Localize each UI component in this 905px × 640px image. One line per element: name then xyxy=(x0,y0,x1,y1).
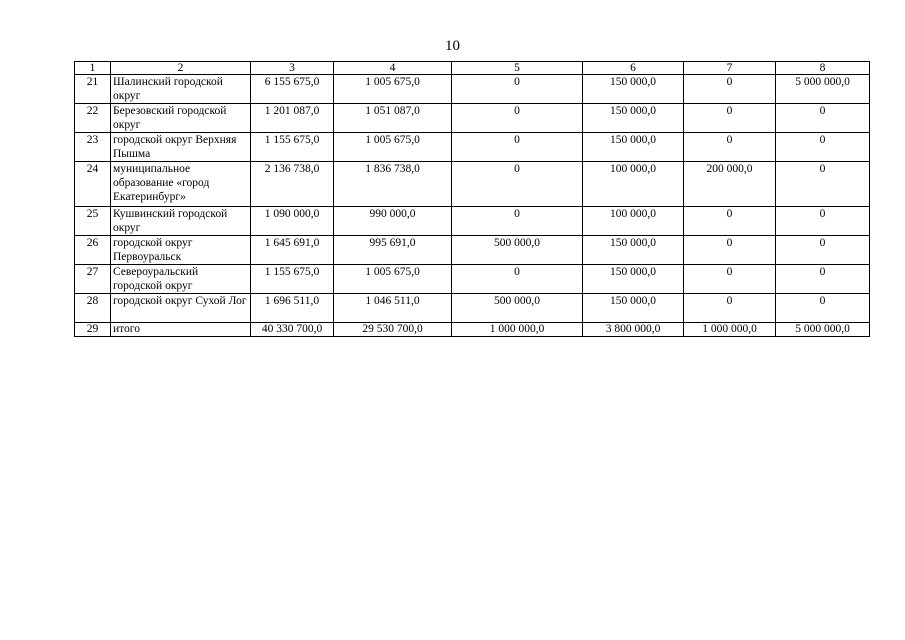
col-8-value: 0 xyxy=(776,236,870,265)
col-5-value: 0 xyxy=(452,162,583,207)
column-header: 3 xyxy=(251,62,334,75)
col-7-value: 0 xyxy=(684,265,776,294)
table-row xyxy=(75,75,870,104)
table-row xyxy=(75,236,870,265)
col-7-value: 0 xyxy=(684,236,776,265)
col-5-value: 0 xyxy=(452,104,583,133)
col-7-value: 0 xyxy=(684,133,776,162)
column-header: 1 xyxy=(75,62,111,75)
col-8-value: 0 xyxy=(776,133,870,162)
col-7-value: 0 xyxy=(684,75,776,104)
col-6-value: 100 000,0 xyxy=(583,207,684,236)
col-8-value: 0 xyxy=(776,265,870,294)
col-4-total: 29 530 700,0 xyxy=(334,323,452,337)
row-number: 29 xyxy=(75,323,111,337)
col-8-value: 0 xyxy=(776,294,870,323)
col-4-value: 990 000,0 xyxy=(334,207,452,236)
municipality-name: Кушвинский городской округ xyxy=(111,207,251,236)
col-5-value: 0 xyxy=(452,207,583,236)
col-6-value: 150 000,0 xyxy=(583,133,684,162)
col-3-value: 1 645 691,0 xyxy=(251,236,334,265)
col-7-value: 0 xyxy=(684,207,776,236)
row-number: 27 xyxy=(75,265,111,294)
row-number: 23 xyxy=(75,133,111,162)
table-row xyxy=(75,265,870,294)
table-row xyxy=(75,133,870,162)
column-header: 7 xyxy=(684,62,776,75)
municipality-name: Североуральский городской округ xyxy=(111,265,251,294)
col-4-value: 1 005 675,0 xyxy=(334,265,452,294)
col-6-value: 150 000,0 xyxy=(583,104,684,133)
municipality-name: городской округ Первоуральск xyxy=(111,236,251,265)
col-3-total: 40 330 700,0 xyxy=(251,323,334,337)
column-header: 4 xyxy=(334,62,452,75)
municipality-name: муниципальное образование «город Екатеринбург» xyxy=(111,162,251,207)
column-header: 6 xyxy=(583,62,684,75)
col-4-value: 1 836 738,0 xyxy=(334,162,452,207)
col-8-value: 0 xyxy=(776,162,870,207)
col-5-value: 0 xyxy=(452,75,583,104)
col-5-total: 1 000 000,0 xyxy=(452,323,583,337)
col-5-value: 500 000,0 xyxy=(452,236,583,265)
col-3-value: 1 155 675,0 xyxy=(251,133,334,162)
row-number: 28 xyxy=(75,294,111,323)
col-7-total: 1 000 000,0 xyxy=(684,323,776,337)
col-6-value: 150 000,0 xyxy=(583,265,684,294)
col-7-value: 200 000,0 xyxy=(684,162,776,207)
col-3-value: 2 136 738,0 xyxy=(251,162,334,207)
col-8-value: 0 xyxy=(776,104,870,133)
col-4-value: 1 046 511,0 xyxy=(334,294,452,323)
col-6-value: 150 000,0 xyxy=(583,236,684,265)
col-5-value: 500 000,0 xyxy=(452,294,583,323)
col-3-value: 1 155 675,0 xyxy=(251,265,334,294)
col-6-value: 150 000,0 xyxy=(583,75,684,104)
col-3-value: 1 201 087,0 xyxy=(251,104,334,133)
col-5-value: 0 xyxy=(452,133,583,162)
allocation-table xyxy=(74,61,870,337)
table-row xyxy=(75,207,870,236)
col-6-value: 100 000,0 xyxy=(583,162,684,207)
col-3-value: 1 696 511,0 xyxy=(251,294,334,323)
table-row xyxy=(75,104,870,133)
col-7-value: 0 xyxy=(684,294,776,323)
col-8-total: 5 000 000,0 xyxy=(776,323,870,337)
column-header: 2 xyxy=(111,62,251,75)
table-total-row xyxy=(75,323,870,337)
row-number: 24 xyxy=(75,162,111,207)
col-3-value: 6 155 675,0 xyxy=(251,75,334,104)
col-3-value: 1 090 000,0 xyxy=(251,207,334,236)
page-number: 10 xyxy=(445,38,460,54)
total-label: итого xyxy=(111,323,251,337)
col-7-value: 0 xyxy=(684,104,776,133)
table-row xyxy=(75,294,870,323)
col-4-value: 1 051 087,0 xyxy=(334,104,452,133)
col-6-total: 3 800 000,0 xyxy=(583,323,684,337)
column-header: 5 xyxy=(452,62,583,75)
row-number: 21 xyxy=(75,75,111,104)
col-4-value: 995 691,0 xyxy=(334,236,452,265)
municipality-name: городской округ Сухой Лог xyxy=(111,294,251,323)
municipality-name: городской округ Верхняя Пышма xyxy=(111,133,251,162)
col-6-value: 150 000,0 xyxy=(583,294,684,323)
col-4-value: 1 005 675,0 xyxy=(334,75,452,104)
row-number: 22 xyxy=(75,104,111,133)
col-8-value: 5 000 000,0 xyxy=(776,75,870,104)
municipality-name: Шалинский городской округ xyxy=(111,75,251,104)
row-number: 25 xyxy=(75,207,111,236)
col-4-value: 1 005 675,0 xyxy=(334,133,452,162)
municipality-name: Березовский городской округ xyxy=(111,104,251,133)
table-header-row xyxy=(75,62,870,75)
col-5-value: 0 xyxy=(452,265,583,294)
col-8-value: 0 xyxy=(776,207,870,236)
row-number: 26 xyxy=(75,236,111,265)
table-row xyxy=(75,162,870,207)
column-header: 8 xyxy=(776,62,870,75)
